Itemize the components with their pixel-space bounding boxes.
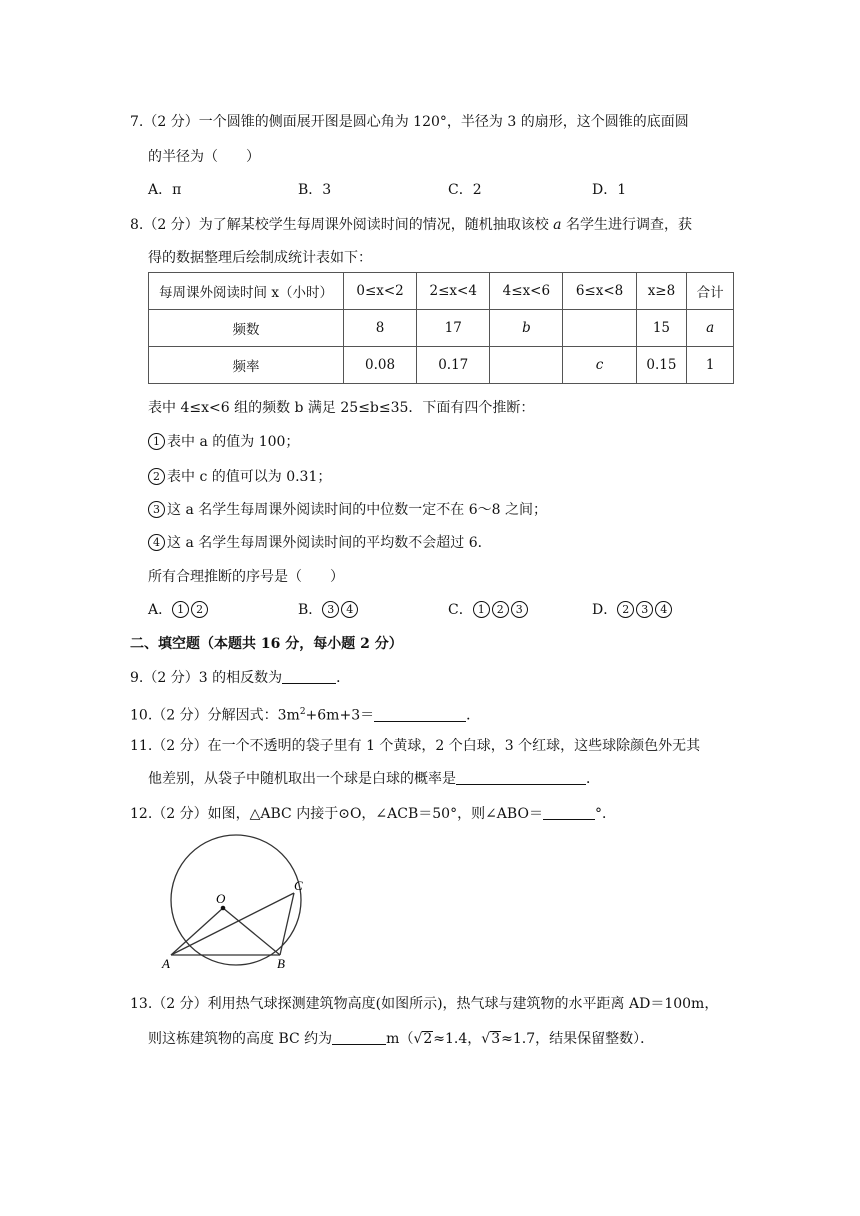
table-cell <box>563 310 636 347</box>
q10-line: 10.（2 分）分解因式：$3m^2+6m+3=$ ． <box>130 707 481 724</box>
sqrt-3: 3 <box>491 1031 501 1047</box>
table-header-cell: 每周课外阅读时间 x（小时） <box>149 273 344 310</box>
q7-line2: 的半径为（ ） <box>148 149 260 165</box>
q11-line1: 11.（2 分）在一个不透明的袋子里有 1 个黄球，2 个白球，3 个红球，这些球除颜色外无其 <box>130 738 701 754</box>
answer-blank <box>374 707 466 722</box>
table-header-cell: x≥8 <box>636 273 687 310</box>
table-cell: a <box>687 310 734 347</box>
q7-choice-a: A．π <box>148 182 182 198</box>
table-cell: 1 <box>687 347 734 384</box>
q13-line2: 则这栋建筑物的高度 BC 约为 m（√2≈1.4，√3≈1.7，结果保留整数）． <box>148 1031 655 1047</box>
q8-choice-d: D． 2 3 4 <box>592 600 674 620</box>
table-cell: 0.17 <box>417 347 490 384</box>
sqrt-2: 2 <box>423 1031 433 1047</box>
circled-number: 3 <box>148 501 165 518</box>
table-cell: 0.15 <box>636 347 687 384</box>
q8-statement-4: 4 这 a 名学生每周课外阅读时间的平均数不会超过 6． <box>148 533 492 553</box>
q12-line: 12.（2 分）如图，△ABC 内接于⊙O，∠ACB＝50°，则∠ABO＝ °． <box>130 806 616 822</box>
table-cell: 8 <box>344 310 417 347</box>
table-cell: 15 <box>636 310 687 347</box>
label-c: C <box>294 878 303 893</box>
answer-blank <box>282 669 336 684</box>
table-cell <box>490 347 563 384</box>
table-cell: 0.08 <box>344 347 417 384</box>
q8-choice-a: A． 1 2 <box>148 600 210 620</box>
statistics-table <box>148 272 734 384</box>
q8-statement-2: 2 表中 c 的值可以为 0.31； <box>148 467 331 487</box>
table-header-cell: 0≤x<2 <box>344 273 417 310</box>
q7-choice-c: C．2 <box>448 182 482 198</box>
circled-number: 1 <box>148 433 165 450</box>
answer-blank <box>543 805 595 820</box>
q8-statement-1: 1 表中 a 的值为 100； <box>148 432 299 452</box>
table-header-cell: 6≤x<8 <box>563 273 636 310</box>
label-a: A <box>162 956 170 971</box>
q8-line2: 得的数据整理后绘制成统计表如下： <box>148 250 372 266</box>
table-cell: 17 <box>417 310 490 347</box>
answer-blank <box>332 1030 386 1045</box>
label-b: B <box>277 956 285 971</box>
q7-choice-b: B．3 <box>298 182 332 198</box>
answer-blank <box>456 770 586 785</box>
segment-ac <box>171 893 294 955</box>
q8-choice-b: B． 3 4 <box>298 600 360 620</box>
q8-choice-c: C． 1 2 3 <box>448 600 530 620</box>
q7-choice-d: D．1 <box>592 182 627 198</box>
q7-line1: 7.（2 分）一个圆锥的侧面展开图是圆心角为 120°，半径为 3 的扇形，这个圆锥的底面圆 <box>130 114 689 130</box>
table-cell: b <box>490 310 563 347</box>
table-header-row <box>149 273 734 310</box>
table-header-cell: 2≤x<4 <box>417 273 490 310</box>
q13-line1: 13.（2 分）利用热气球探测建筑物高度(如图所示)，热气球与建筑物的水平距离 AD＝100m， <box>130 996 719 1012</box>
q8-condition: 表中 4≤x<6 组的频数 b 满足 25≤b≤35．下面有四个推断： <box>148 400 535 416</box>
q8-line1: 8.（2 分）为了解某校学生每周课外阅读时间的情况，随机抽取该校 a 名学生进行调查，获 <box>130 217 692 233</box>
segment-bc <box>280 893 294 955</box>
label-o: O <box>216 891 226 906</box>
table-header-cell: 合计 <box>687 273 734 310</box>
circled-number: 4 <box>148 534 165 551</box>
q9-line: 9.（2 分）3 的相反数为 ． <box>130 670 351 686</box>
q8-ask: 所有合理推断的序号是（ ） <box>148 569 344 585</box>
table-row-label: 频率 <box>149 347 344 384</box>
table-row <box>149 310 734 347</box>
center-point <box>221 906 226 911</box>
q11-line2: 他差别，从袋子中随机取出一个球是白球的概率是 ． <box>148 771 600 787</box>
q8-statement-3: 3 这 a 名学生每周课外阅读时间的中位数一定不在 6～8 之间； <box>148 500 547 520</box>
table-header-cell: 4≤x<6 <box>490 273 563 310</box>
table-row <box>149 347 734 384</box>
table-cell: c <box>563 347 636 384</box>
circle-triangle-figure <box>162 838 318 971</box>
section-heading: 二、填空题（本题共 16 分，每小题 2 分） <box>130 636 403 652</box>
table-row-label: 频数 <box>149 310 344 347</box>
circled-number: 2 <box>148 468 165 485</box>
